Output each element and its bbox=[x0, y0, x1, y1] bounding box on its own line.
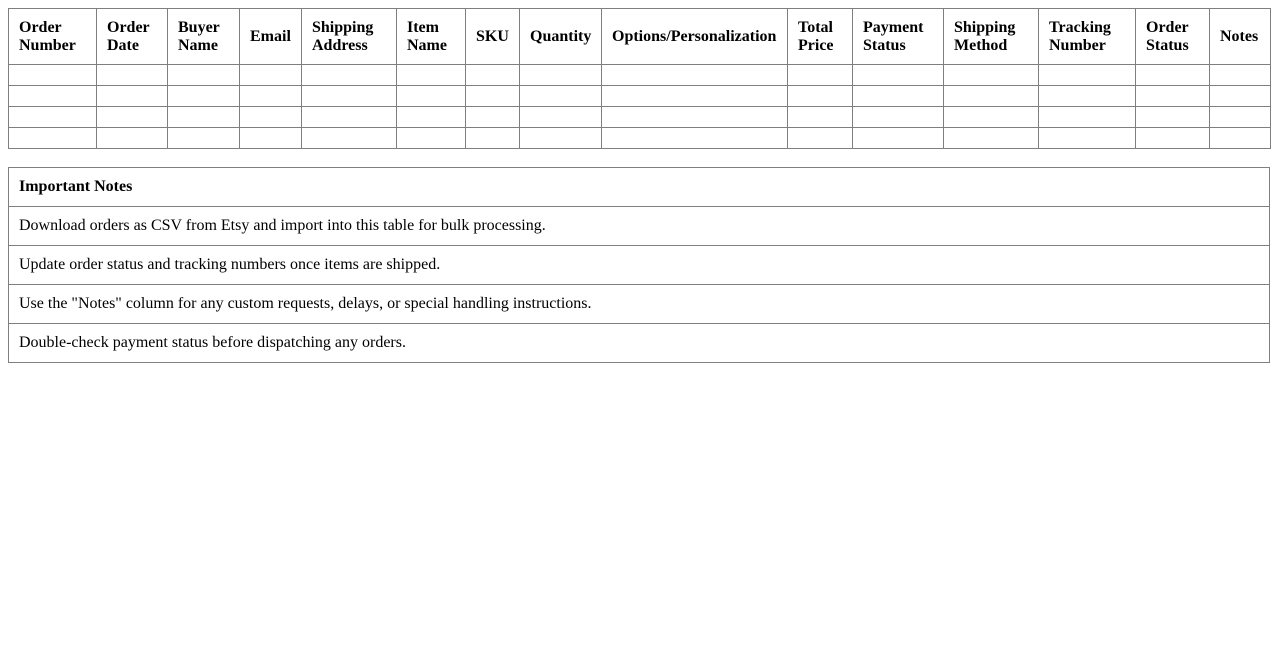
table-cell[interactable] bbox=[1039, 86, 1136, 107]
table-cell[interactable] bbox=[397, 86, 466, 107]
note-row bbox=[9, 285, 1270, 324]
table-cell[interactable] bbox=[1210, 86, 1271, 107]
column-header-tracking-number[interactable]: Tracking Number bbox=[1039, 9, 1136, 65]
table-cell[interactable] bbox=[853, 65, 944, 86]
table-cell[interactable] bbox=[853, 86, 944, 107]
table-cell[interactable] bbox=[466, 107, 520, 128]
note-item: Download orders as CSV from Etsy and import into this table for bulk processing. bbox=[9, 207, 1270, 246]
table-cell[interactable] bbox=[302, 65, 397, 86]
column-header-sku[interactable]: SKU bbox=[466, 9, 520, 65]
table-cell[interactable] bbox=[240, 86, 302, 107]
table-cell[interactable] bbox=[466, 65, 520, 86]
table-cell[interactable] bbox=[397, 65, 466, 86]
table-cell[interactable] bbox=[520, 128, 602, 149]
table-cell[interactable] bbox=[97, 128, 168, 149]
table-cell[interactable] bbox=[302, 86, 397, 107]
table-cell[interactable] bbox=[302, 107, 397, 128]
table-cell[interactable] bbox=[520, 65, 602, 86]
note-item: Update order status and tracking numbers once items are shipped. bbox=[9, 246, 1270, 285]
column-header-item-name[interactable]: Item Name bbox=[397, 9, 466, 65]
table-row bbox=[9, 86, 1271, 107]
table-cell[interactable] bbox=[1136, 65, 1210, 86]
table-cell[interactable] bbox=[168, 86, 240, 107]
table-cell[interactable] bbox=[1210, 107, 1271, 128]
note-row bbox=[9, 324, 1270, 363]
table-cell[interactable] bbox=[466, 128, 520, 149]
table-cell[interactable] bbox=[97, 107, 168, 128]
table-cell[interactable] bbox=[1039, 107, 1136, 128]
table-cell[interactable] bbox=[602, 128, 788, 149]
table-cell[interactable] bbox=[168, 107, 240, 128]
important-notes-table bbox=[8, 167, 1270, 363]
table-row bbox=[9, 65, 1271, 86]
note-row bbox=[9, 246, 1270, 285]
column-header-buyer-name[interactable]: Buyer Name bbox=[168, 9, 240, 65]
note-item: Double-check payment status before dispatching any orders. bbox=[9, 324, 1270, 363]
column-header-notes[interactable]: Notes bbox=[1210, 9, 1271, 65]
column-header-order-date[interactable]: Order Date bbox=[97, 9, 168, 65]
table-cell[interactable] bbox=[168, 128, 240, 149]
column-header-email[interactable]: Email bbox=[240, 9, 302, 65]
table-cell[interactable] bbox=[1210, 65, 1271, 86]
table-cell[interactable] bbox=[466, 86, 520, 107]
column-header-order-number[interactable]: Order Number bbox=[9, 9, 97, 65]
table-cell[interactable] bbox=[788, 128, 853, 149]
column-header-quantity[interactable]: Quantity bbox=[520, 9, 602, 65]
page-content bbox=[8, 8, 1270, 363]
table-cell[interactable] bbox=[1039, 128, 1136, 149]
table-cell[interactable] bbox=[520, 86, 602, 107]
table-cell[interactable] bbox=[1136, 86, 1210, 107]
table-cell[interactable] bbox=[1210, 128, 1271, 149]
note-row bbox=[9, 207, 1270, 246]
table-cell[interactable] bbox=[520, 107, 602, 128]
table-cell[interactable] bbox=[602, 107, 788, 128]
column-header-shipping-address[interactable]: Shipping Address bbox=[302, 9, 397, 65]
table-cell[interactable] bbox=[168, 65, 240, 86]
notes-heading-row bbox=[9, 168, 1270, 207]
table-cell[interactable] bbox=[788, 86, 853, 107]
table-cell[interactable] bbox=[240, 128, 302, 149]
table-cell[interactable] bbox=[944, 86, 1039, 107]
column-header-total-price[interactable]: Total Price bbox=[788, 9, 853, 65]
table-cell[interactable] bbox=[602, 86, 788, 107]
table-row bbox=[9, 128, 1271, 149]
table-cell[interactable] bbox=[944, 128, 1039, 149]
table-cell[interactable] bbox=[9, 128, 97, 149]
table-cell[interactable] bbox=[9, 107, 97, 128]
table-cell[interactable] bbox=[788, 107, 853, 128]
table-cell[interactable] bbox=[302, 128, 397, 149]
column-header-shipping-method[interactable]: Shipping Method bbox=[944, 9, 1039, 65]
table-cell[interactable] bbox=[240, 65, 302, 86]
orders-header-row bbox=[9, 9, 1271, 65]
table-cell[interactable] bbox=[944, 65, 1039, 86]
column-header-payment-status[interactable]: Payment Status bbox=[853, 9, 944, 65]
table-cell[interactable] bbox=[788, 65, 853, 86]
table-cell[interactable] bbox=[1136, 128, 1210, 149]
notes-heading: Important Notes bbox=[9, 168, 1270, 207]
table-cell[interactable] bbox=[97, 86, 168, 107]
table-cell[interactable] bbox=[240, 107, 302, 128]
table-cell[interactable] bbox=[1136, 107, 1210, 128]
table-cell[interactable] bbox=[853, 107, 944, 128]
orders-table bbox=[8, 8, 1271, 149]
table-cell[interactable] bbox=[397, 107, 466, 128]
table-row bbox=[9, 107, 1271, 128]
table-cell[interactable] bbox=[397, 128, 466, 149]
table-cell[interactable] bbox=[97, 65, 168, 86]
note-item: Use the "Notes" column for any custom requests, delays, or special handling instructions. bbox=[9, 285, 1270, 324]
table-cell[interactable] bbox=[853, 128, 944, 149]
column-header-options-personalization[interactable]: Options/Personalization bbox=[602, 9, 788, 65]
table-cell[interactable] bbox=[602, 65, 788, 86]
orders-table-body bbox=[9, 65, 1271, 149]
table-cell[interactable] bbox=[9, 65, 97, 86]
table-cell[interactable] bbox=[1039, 65, 1136, 86]
table-cell[interactable] bbox=[9, 86, 97, 107]
table-cell[interactable] bbox=[944, 107, 1039, 128]
column-header-order-status[interactable]: Order Status bbox=[1136, 9, 1210, 65]
